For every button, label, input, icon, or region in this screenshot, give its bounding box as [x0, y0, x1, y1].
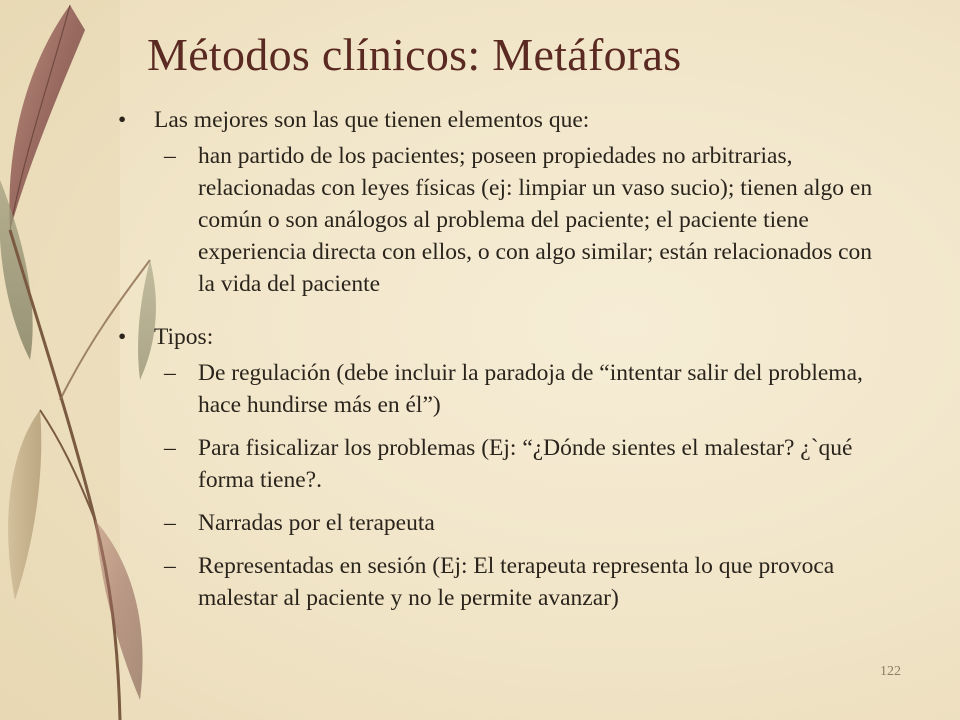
sub-item [118, 140, 878, 300]
spacer [118, 311, 878, 321]
sub-item-text: han partido de los pacientes; poseen propiedades no arbitrarias, relacionadas con leyes físicas (ej: limpiar un vaso sucio); tienen algo en común o son análogos al problema del paciente; el paciente tiene experiencia directa con ellos, o con algo similar; están relacionados con la vida del paciente [198, 143, 873, 297]
sub-item [118, 432, 878, 496]
sub-item-text: Para fisicalizar los problemas (Ej: “¿Dónde sientes el malestar? ¿`qué forma tiene?. [198, 435, 853, 493]
sub-item [118, 357, 878, 421]
bullet-item [118, 104, 878, 136]
slide-title: Métodos clínicos: Metáforas [147, 29, 682, 80]
sub-item [118, 507, 878, 539]
dash-mark: – [164, 510, 176, 536]
bullet-mark: • [118, 324, 127, 350]
dash-mark: – [164, 553, 176, 579]
dash-mark: – [164, 360, 176, 386]
sub-item-text: Narradas por el terapeuta [198, 510, 435, 536]
bullet-text: Tipos: [154, 324, 214, 350]
bullet-text: Las mejores son las que tienen elementos que: [154, 107, 590, 133]
dash-mark: – [164, 143, 176, 169]
sub-item-text: Representadas en sesión (Ej: El terapeuta representa lo que provoca malestar al paciente y no le permite avanzar) [198, 553, 835, 611]
dash-mark: – [164, 435, 176, 461]
slide-content [118, 104, 878, 625]
sub-item [118, 550, 878, 614]
page-number: 122 [880, 664, 901, 679]
bullet-item [118, 321, 878, 353]
bullet-mark: • [118, 107, 127, 133]
sub-item-text: De regulación (debe incluir la paradoja de “intentar salir del problema, hace hundirse más en él”) [198, 360, 863, 418]
